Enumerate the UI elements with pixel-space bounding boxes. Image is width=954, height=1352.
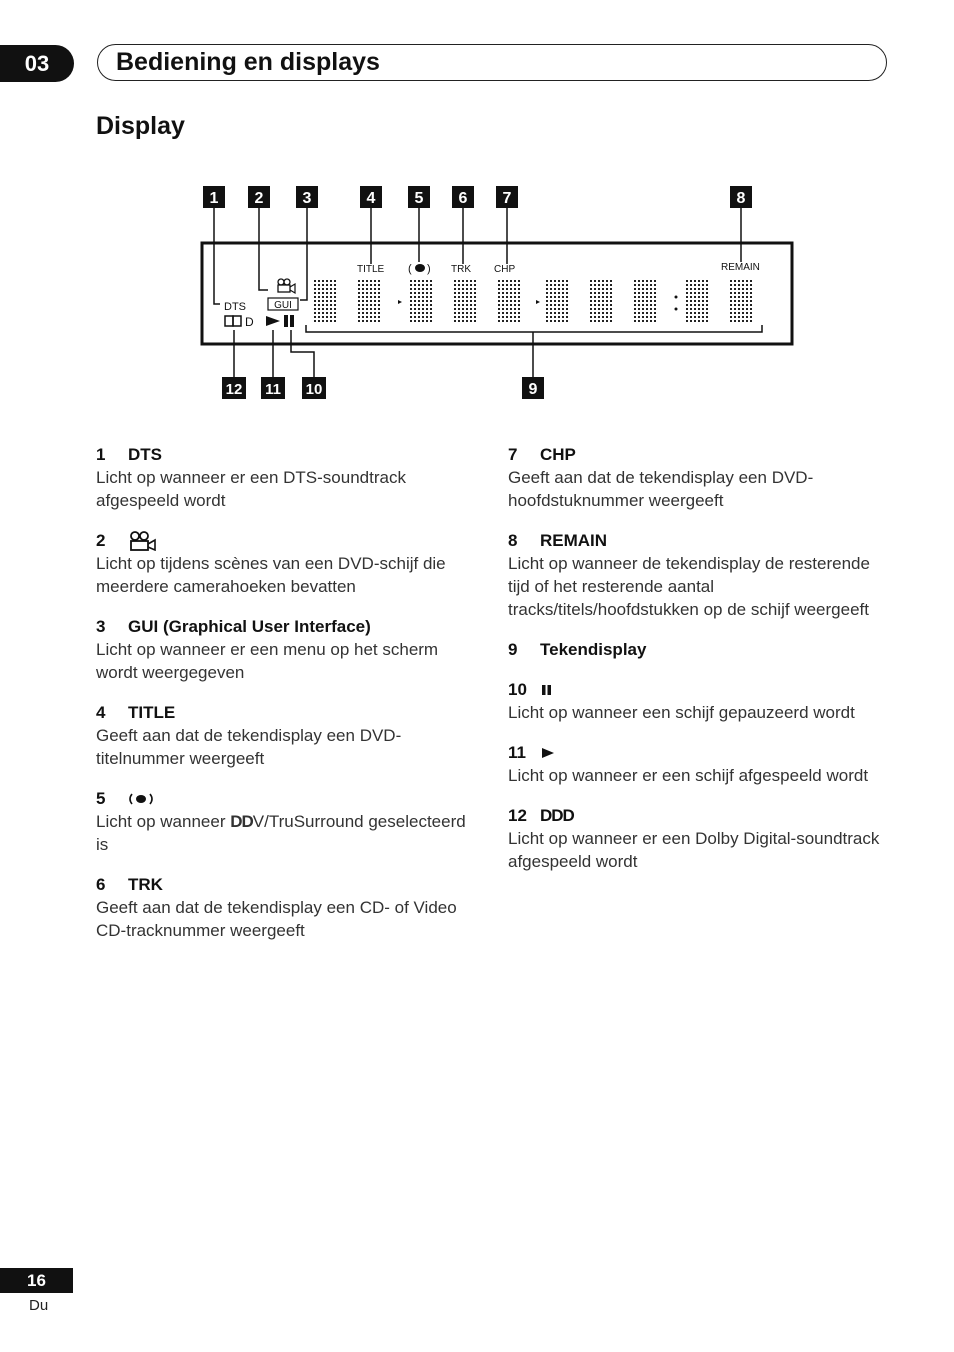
svg-text:(: ( <box>408 263 412 275</box>
svg-text:6: 6 <box>458 190 468 207</box>
section-title: Display <box>96 112 185 140</box>
item-1 <box>96 444 476 512</box>
item-description: Geeft aan dat de tekendisplay een CD- of Video CD-tracknummer weergeeft <box>96 898 457 940</box>
item-number: 4 <box>96 703 106 722</box>
pause-icon <box>540 684 554 696</box>
svg-text:7: 7 <box>502 190 512 207</box>
item-number: 7 <box>508 445 518 464</box>
svg-text:D: D <box>245 315 254 329</box>
item-description: Licht op wanneer DDV/TruSurround geselecteerd is <box>96 812 466 854</box>
label-trk: TRK <box>451 264 471 275</box>
dolby-digital-logo: DDD <box>540 806 574 825</box>
right-column <box>508 444 888 891</box>
item-8 <box>508 530 888 621</box>
item-12 <box>508 805 888 873</box>
callout-11 <box>261 377 285 399</box>
label-gui: GUI <box>274 300 292 311</box>
chapter-title-box <box>97 44 887 81</box>
dolby-digital-icon <box>225 315 254 329</box>
item-5 <box>96 788 476 856</box>
item-3 <box>96 616 476 684</box>
play-pause-icon <box>266 315 294 327</box>
page-number: 16 <box>0 1268 73 1293</box>
item-11 <box>508 742 888 787</box>
display-diagram <box>190 180 810 410</box>
item-number: 2 <box>96 531 106 550</box>
item-7 <box>508 444 888 512</box>
svg-text:3: 3 <box>302 190 312 207</box>
camera-icon <box>128 531 158 551</box>
item-description: Licht op wanneer een schijf gepauzeerd wordt <box>508 703 855 722</box>
svg-text:5: 5 <box>414 190 424 207</box>
callout-6 <box>452 186 474 208</box>
svg-text:4: 4 <box>366 190 376 207</box>
callout-1 <box>203 186 225 208</box>
item-label: TRK <box>128 875 163 894</box>
dolby-logo: DD <box>230 812 253 831</box>
item-10 <box>508 679 888 724</box>
chapter-title: Bediening en displays <box>116 48 380 76</box>
item-number: 5 <box>96 789 106 808</box>
item-label: REMAIN <box>540 531 608 550</box>
item-description: Licht op wanneer er een menu op het scherm wordt weergegeven <box>96 640 439 682</box>
item-description: Licht op wanneer er een Dolby Digital-soundtrack afgespeeld wordt <box>508 829 880 871</box>
label-dts: DTS <box>224 301 246 313</box>
svg-text:2: 2 <box>254 190 264 207</box>
item-number: 6 <box>96 875 106 894</box>
label-title: TITLE <box>357 264 385 275</box>
play-icon <box>540 747 556 759</box>
svg-text:12: 12 <box>225 381 243 398</box>
item-4 <box>96 702 476 770</box>
item-description: Licht op tijdens scènes van een DVD-schijf die meerdere camerahoeken bevatten <box>96 554 446 596</box>
callout-9 <box>522 377 544 399</box>
surround-icon <box>408 263 431 275</box>
callout-3 <box>296 186 318 208</box>
item-label: CHP <box>540 445 576 464</box>
svg-text:1: 1 <box>209 190 219 207</box>
item-description: Geeft aan dat de tekendisplay een DVD-titelnummer weergeeft <box>96 726 402 768</box>
item-description: Geeft aan dat de tekendisplay een DVD-hoofdstuknummer weergeeft <box>508 468 814 510</box>
camera-icon <box>278 279 295 293</box>
item-label: DTS <box>128 445 162 464</box>
svg-text:11: 11 <box>265 381 281 398</box>
chapter-number: 03 <box>0 45 74 82</box>
callout-10 <box>302 377 326 399</box>
callout-12 <box>222 377 246 399</box>
item-number: 8 <box>508 531 518 550</box>
svg-text:9: 9 <box>528 381 538 398</box>
item-number: 1 <box>96 445 106 464</box>
callout-8 <box>730 186 752 208</box>
callout-4 <box>360 186 382 208</box>
callout-2 <box>248 186 270 208</box>
item-label: Tekendisplay <box>540 640 647 659</box>
svg-text:10: 10 <box>305 381 323 398</box>
item-9 <box>508 639 888 661</box>
label-remain: REMAIN <box>721 262 760 273</box>
item-number: 11 <box>508 743 526 762</box>
item-number: 3 <box>96 617 106 636</box>
char-bracket <box>306 325 762 332</box>
callout-7 <box>496 186 518 208</box>
item-description: Licht op wanneer er een DTS-soundtrack afgespeeld wordt <box>96 468 406 510</box>
item-label: GUI (Graphical User Interface) <box>128 617 371 636</box>
item-description: Licht op wanneer de tekendisplay de resterende tijd of het resterende aantal tracks/titels/hoofdstukken op de schijf weergeeft <box>508 554 870 619</box>
item-description: Licht op wanneer er een schijf afgespeeld wordt <box>508 766 869 785</box>
item-number: 10 <box>508 680 527 699</box>
callout-5 <box>408 186 430 208</box>
label-chp: CHP <box>494 264 516 275</box>
item-number: 12 <box>508 806 527 825</box>
char-display <box>314 280 752 324</box>
item-6 <box>96 874 476 942</box>
left-column <box>96 444 476 960</box>
language-code: Du <box>29 1297 49 1314</box>
item-number: 9 <box>508 640 518 659</box>
svg-text:8: 8 <box>736 190 746 207</box>
item-2 <box>96 530 476 598</box>
item-label: TITLE <box>128 703 176 722</box>
svg-text:): ) <box>427 263 431 275</box>
surround-icon <box>128 792 154 806</box>
